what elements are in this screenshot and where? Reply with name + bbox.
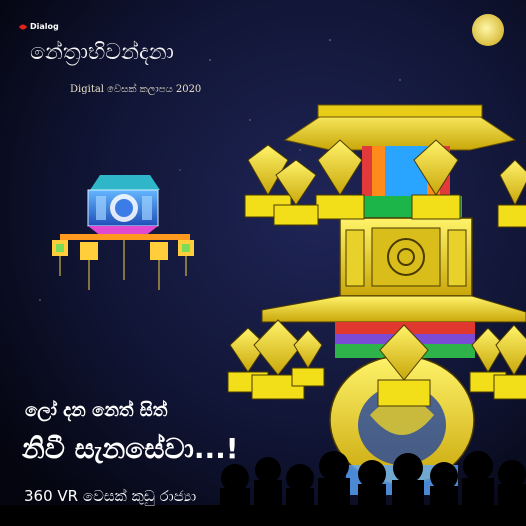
- footer-label: 360 VR වෙසක් කුඩු රාජ්‍යා: [24, 487, 197, 505]
- message-line-2: නිවී සැනසේවා...!: [22, 432, 239, 465]
- brand-name: Dialog: [30, 22, 59, 31]
- page-subtitle: Digital වෙසක් කලාපය 2020: [70, 84, 202, 95]
- dialog-logo-icon: [18, 22, 28, 32]
- page-title: නේත්‍රාභිවන්දනා: [30, 40, 174, 65]
- message-line-1: ලෝ දන නෙත් සිත්: [25, 400, 168, 421]
- moon: [472, 14, 504, 46]
